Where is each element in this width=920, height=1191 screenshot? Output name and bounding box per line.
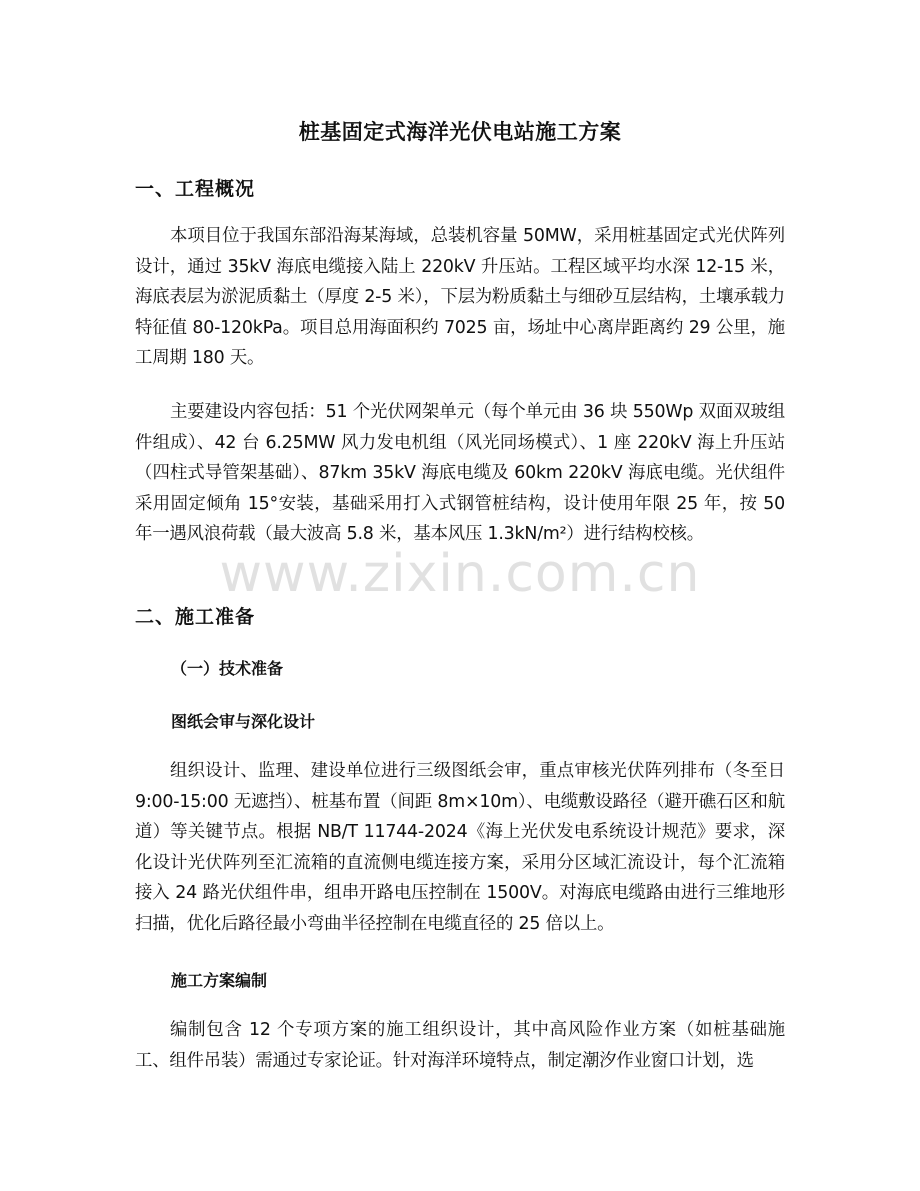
overview-paragraph-2: 主要建设内容包括：51 个光伏网架单元（每个单元由 36 块 550Wp 双面双玻组件组成）、42 台 6.25MW 风力发电机组（风光同场模式）、1 座 220kV 海上升压站（四柱式导管架基础）、87km 35kV 海底电缆及 60km 220kV 海底电缆。光伏组件采用固定倾角 15°安装，基础采用打入式钢管桩结构，设计使用年限 25 年，按 50 年一遇风浪荷载（最大波高 5.8 米，基本风压 1.3kN/m²）进行结构校核。 [135, 402, 785, 545]
watermark: www.zixin.com.cn [219, 544, 701, 604]
section-heading-preparation: 二、施工准备 [135, 606, 256, 628]
plan-compilation-paragraph: 编制包含 12 个专项方案的施工组织设计，其中高风险作业方案（如桩基础施工、组件吊装）需通过专家论证。针对海洋环境特点，制定潮汐作业窗口计划，选 [135, 1020, 785, 1071]
section-heading-overview: 一、工程概况 [135, 178, 256, 200]
document-title: 桩基固定式海洋光伏电站施工方案 [298, 120, 622, 144]
subsubsection-heading-drawing-review: 图纸会审与深化设计 [171, 712, 316, 731]
subsubsection-heading-plan-compilation: 施工方案编制 [171, 971, 268, 990]
subsection-heading-technical: （一）技术准备 [171, 659, 284, 678]
overview-paragraph-1: 本项目位于我国东部沿海某海域，总装机容量 50MW，采用桩基固定式光伏阵列设计，通过 35kV 海底电缆接入陆上 220kV 升压站。工程区域平均水深 12-15 米，海底表层为淤泥质黏土（厚度 2-5 米），下层为粉质黏土与细砂互层结构，土壤承载力特征值 80-120kPa。项目总用海面积约 7025 亩，场址中心离岸距离约 29 公里，施工周期 180 天。 [135, 226, 785, 369]
drawing-review-paragraph: 组织设计、监理、建设单位进行三级图纸会审，重点审核光伏阵列排布（冬至日 9:00-15:00 无遮挡）、桩基布置（间距 8m×10m）、电缆敷设路径（避开礁石区和航道）等关键节点。根据 NB/T 11744-2024《海上光伏发电系统设计规范》要求，深化设计光伏阵列至汇流箱的直流侧电缆连接方案，采用分区域汇流设计，每个汇流箱接入 24 路光伏组件串，组串开路电压控制在 1500V。对海底电缆路由进行三维地形扫描，优化后路径最小弯曲半径控制在电缆直径的 25 倍以上。 [135, 761, 785, 934]
